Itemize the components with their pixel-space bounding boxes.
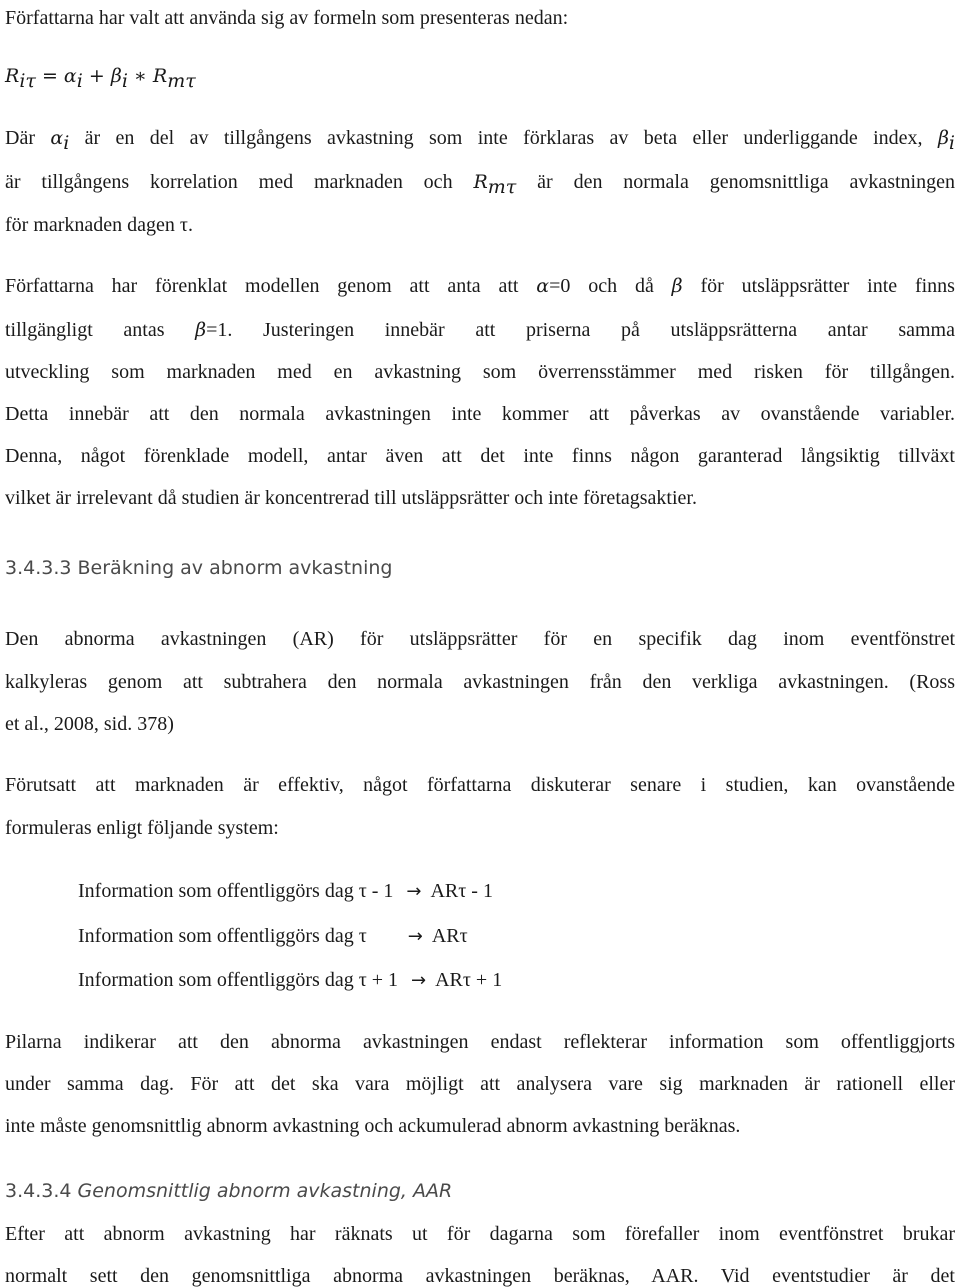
para3-text: et al., 2008, sid. 378) — [5, 713, 174, 735]
para6-text: normalt sett den genomsnittliga abnorma avkastningen beräknas, AAR. Vid eventstudier är det — [5, 1265, 955, 1287]
para2-line6 — [5, 486, 697, 510]
para3-line3 — [5, 712, 174, 736]
heading-title: Beräkning av abnorm avkastning — [71, 557, 393, 579]
para6-text: Efter att abnorm avkastning har räknats ut för dagarna som förefaller inom eventfönstret brukar — [5, 1223, 955, 1245]
formula-sub-i: i — [76, 70, 83, 92]
alpha-subscript: i — [63, 132, 70, 154]
para2-line1 — [5, 274, 955, 298]
right-arrow-icon: → — [411, 970, 427, 991]
system-row-2 — [78, 924, 468, 949]
para2-text: =0 och då — [549, 275, 672, 297]
section-heading-3-4-3-3 — [5, 556, 392, 580]
para2-line4 — [5, 402, 955, 426]
heading-title: Genomsnittlig abnorm avkastning, AAR — [71, 1180, 453, 1202]
para6-line2 — [5, 1264, 955, 1288]
para1-text: är den normala genomsnittliga avkastningen — [516, 171, 955, 193]
formula-sub-i2: i — [121, 70, 128, 92]
para2-text: för utsläppsrätter inte finns — [682, 275, 955, 297]
para5-text: inte måste genomsnittlig abnorm avkastning och ackumulerad abnorm avkastning beräknas. — [5, 1115, 741, 1137]
para5-line2 — [5, 1072, 955, 1096]
para2-text: tillgängligt antas — [5, 319, 196, 341]
para2-text: vilket är irrelevant då studien är koncentrerad till utsläppsrätter och inte företagsaktier. — [5, 487, 697, 509]
para5-line1 — [5, 1030, 955, 1054]
formula-r2: R — [152, 65, 168, 87]
beta-subscript: i — [948, 132, 955, 154]
heading-number: 3.4.3.4 — [5, 1180, 72, 1202]
para1-line1 — [5, 126, 955, 154]
system-row-result: ARτ - 1 — [430, 880, 493, 902]
para4-text: Förutsatt att marknaden är effektiv, något författarna diskuterar senare i studien, kan ovanstående — [5, 774, 955, 796]
intro-line — [5, 6, 568, 30]
beta-symbol: β — [671, 275, 683, 297]
para2-text: Detta innebär att den normala avkastningen inte kommer att påverkas av ovanstående variabler. — [5, 403, 955, 425]
formula-plus: + — [82, 65, 111, 87]
r-symbol: R — [473, 171, 488, 193]
para1-line3 — [5, 213, 193, 237]
system-row-text: Information som offentliggörs dag τ - 1 — [78, 880, 394, 902]
beta-symbol: β — [195, 319, 207, 341]
system-row-text: Information som offentliggörs dag τ — [78, 925, 367, 947]
formula-r: R — [5, 65, 20, 87]
para4-text: formuleras enligt följande system: — [5, 817, 279, 839]
para2-text: utveckling som marknaden med en avkastning som överrensstämmer med risken för tillgången. — [5, 361, 955, 383]
system-row-result: ARτ — [431, 925, 468, 947]
para2-text: =1. Justeringen innebär att priserna på utsläppsrätterna antar samma — [206, 319, 955, 341]
heading-number: 3.4.3.3 — [5, 557, 72, 579]
para2-line2 — [5, 318, 955, 342]
system-row-1 — [78, 879, 493, 904]
formula-equals: = — [35, 65, 64, 87]
para1-text: är tillgångens korrelation med marknaden och — [5, 171, 474, 193]
para2-text: Denna, något förenklade modell, antar även att det inte finns någon garanterad långsiktig tillväxt — [5, 445, 955, 467]
formula-beta: β — [110, 65, 122, 87]
para2-text: Författarna har förenklat modellen genom att anta att — [5, 275, 537, 297]
formula-times: ∗ — [127, 65, 153, 87]
para2-line3 — [5, 360, 955, 384]
para4-line2 — [5, 816, 279, 840]
intro-text: Författarna har valt att använda sig av formeln som presenteras nedan: — [5, 7, 569, 29]
para5-text: Pilarna indikerar att den abnorma avkastningen endast reflekterar information som offentliggjorts — [5, 1031, 955, 1053]
section-heading-3-4-3-4 — [5, 1179, 452, 1203]
system-row-3 — [78, 968, 502, 993]
formula — [5, 64, 196, 92]
para6-line1 — [5, 1222, 955, 1246]
r-subscript: mτ — [487, 176, 517, 198]
para1-text: för marknaden dagen τ. — [5, 214, 193, 236]
system-row-text: Information som offentliggörs dag τ + 1 — [78, 969, 399, 991]
right-arrow-icon: → — [407, 926, 423, 947]
alpha-symbol: α — [50, 127, 64, 149]
right-arrow-icon: → — [406, 881, 422, 902]
para1-text: Där — [5, 127, 51, 149]
para5-text: under samma dag. För att det ska vara möjligt att analysera vare sig marknaden är rationell eller — [5, 1073, 955, 1095]
para5-line3 — [5, 1114, 740, 1138]
para3-line2 — [5, 670, 955, 694]
beta-symbol: β — [937, 127, 949, 149]
alpha-symbol: α — [536, 275, 550, 297]
para4-line1 — [5, 773, 955, 797]
para3-line1 — [5, 627, 955, 651]
para3-text: kalkyleras genom att subtrahera den normala avkastningen från den verkliga avkastningen. (Ross — [5, 671, 955, 693]
para1-line2 — [5, 170, 955, 198]
para2-line5 — [5, 444, 955, 468]
formula-sub-itau: iτ — [19, 70, 36, 92]
formula-sub-mtau: mτ — [167, 70, 196, 92]
para1-text: är en del av tillgångens avkastning som inte förklaras av beta eller underliggande index, — [69, 127, 938, 149]
para3-text: Den abnorma avkastningen (AR) för utsläppsrätter för en specifik dag inom eventfönstret — [5, 628, 955, 650]
formula-alpha: α — [63, 65, 77, 87]
system-row-result: ARτ + 1 — [435, 969, 503, 991]
